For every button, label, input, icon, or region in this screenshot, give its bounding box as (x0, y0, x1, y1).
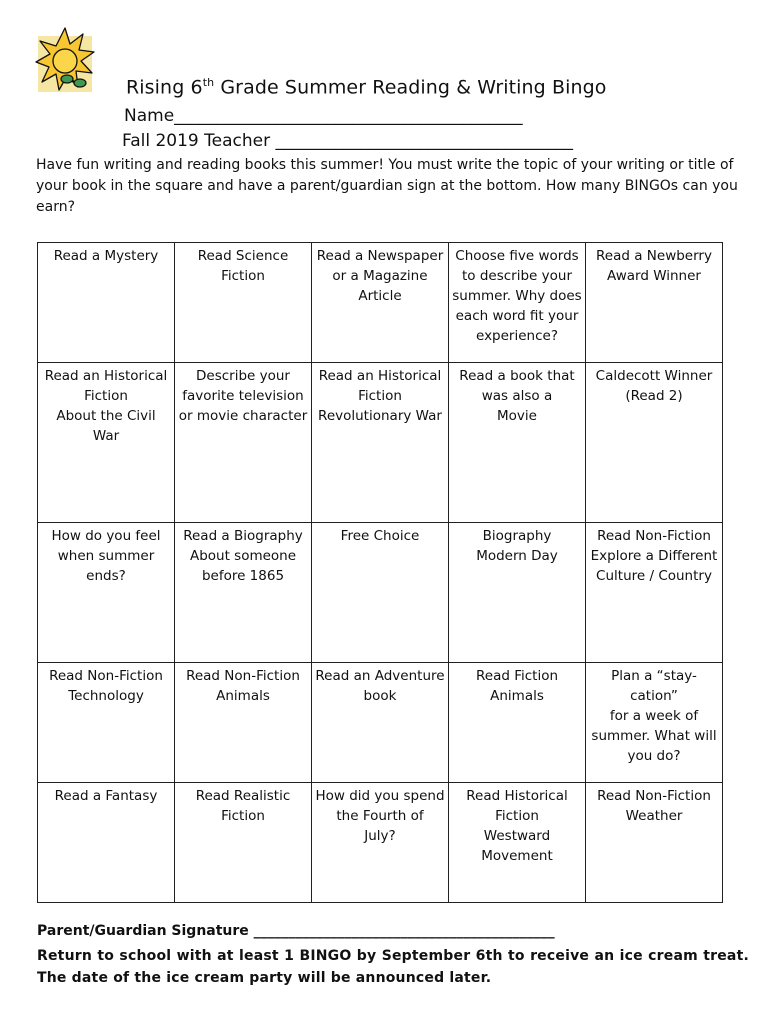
bingo-cell: Read an Historical Fiction Revolutionary War (312, 363, 449, 523)
return-instructions: Return to school with at least 1 BINGO by September 6th to receive an ice cream treat. The date of the ice cream party will be announced later. (37, 948, 749, 986)
bingo-cell: Read an Historical Fiction About the Civil War (38, 363, 175, 523)
bingo-row (38, 783, 723, 903)
bingo-row (38, 523, 723, 663)
bingo-cell: Read Historical Fiction Westward Movement (449, 783, 586, 903)
bingo-cell: How do you feel when summer ends? (38, 523, 175, 663)
instructions-paragraph: Have fun writing and reading books this summer! You must write the topic of your writing or title of your book in the square and have a parent/guardian sign at the bottom. How many BINGOs can you earn? (36, 157, 738, 215)
teacher-field-line: Fall 2019 Teacher ___________________________________ (122, 131, 573, 151)
parent-signature-line: Parent/Guardian Signature ___________________________________________ (37, 923, 555, 939)
bingo-cell: Read a book that was also a Movie (449, 363, 586, 523)
bingo-cell: Caldecott Winner (Read 2) (586, 363, 723, 523)
bingo-cell: Plan a “stay-cation” for a week of summer. What will you do? (586, 663, 723, 783)
bingo-cell: Choose five words to describe your summer. Why does each word fit your experience? (449, 243, 586, 363)
bingo-cell: Read a Newspaper or a Magazine Article (312, 243, 449, 363)
bingo-row (38, 243, 723, 363)
bingo-cell: Read Fiction Animals (449, 663, 586, 783)
bingo-cell: Read a Mystery (38, 243, 175, 363)
bingo-cell: Read Realistic Fiction (175, 783, 312, 903)
bingo-cell: Read a Biography About someone before 1865 (175, 523, 312, 663)
bingo-cell: Read Science Fiction (175, 243, 312, 363)
bingo-row (38, 363, 723, 523)
bingo-cell-free-choice: Free Choice (312, 523, 449, 663)
bingo-cell: Read an Adventure book (312, 663, 449, 783)
bingo-cell: Read Non-Fiction Explore a Different Culture / Country (586, 523, 723, 663)
bingo-cell: Read Non-Fiction Weather (586, 783, 723, 903)
bingo-cell: Read Non-Fiction Technology (38, 663, 175, 783)
bingo-row (38, 663, 723, 783)
bingo-cell: Read a Newberry Award Winner (586, 243, 723, 363)
bingo-cell: Biography Modern Day (449, 523, 586, 663)
bingo-cell: Read Non-Fiction Animals (175, 663, 312, 783)
bingo-cell: Describe your favorite television or movie character (175, 363, 312, 523)
sun-sunglasses-icon (34, 26, 96, 98)
bingo-board (37, 242, 723, 903)
page-title: Rising 6th Grade Summer Reading & Writing Bingo (126, 76, 607, 99)
bingo-cell: Read a Fantasy (38, 783, 175, 903)
name-field-line: Name_________________________________________ (124, 106, 523, 126)
bingo-cell: How did you spend the Fourth of July? (312, 783, 449, 903)
